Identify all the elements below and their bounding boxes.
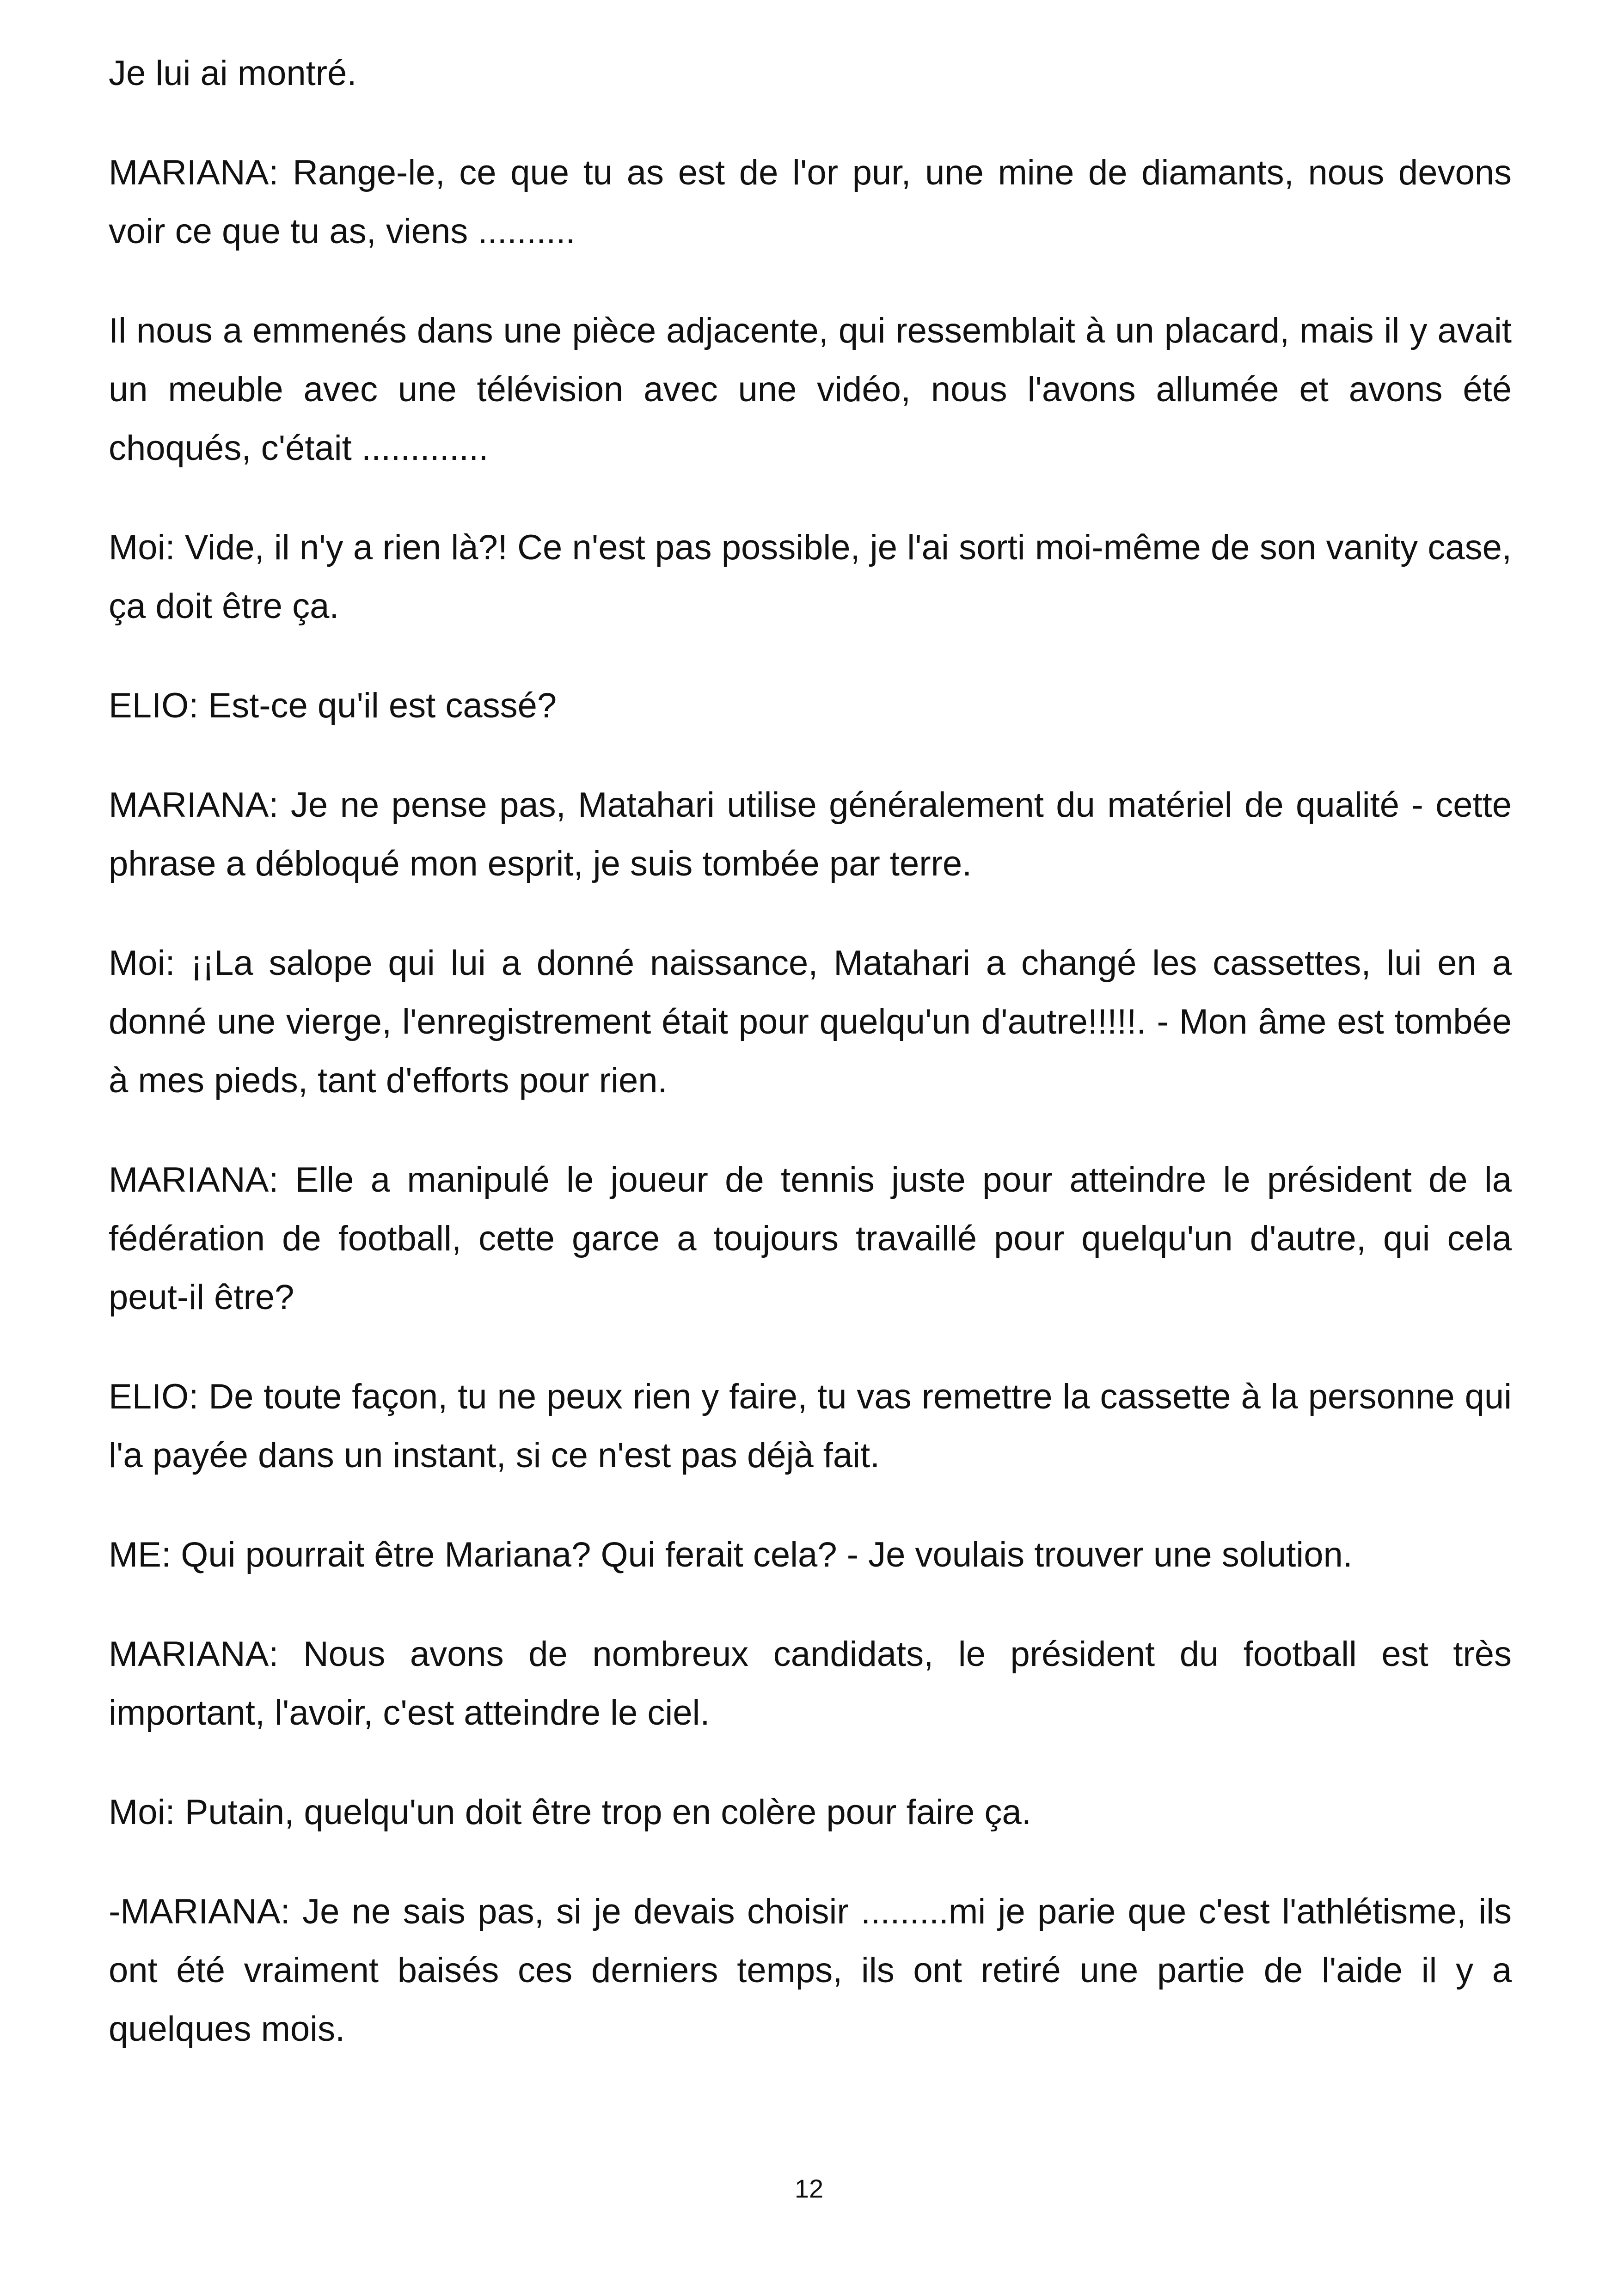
paragraph: Moi: Putain, quelqu'un doit être trop en colère pour faire ça. (109, 1793, 1031, 1832)
page-body (109, 44, 1512, 2099)
paragraph: -MARIANA: Je ne sais pas, si je devais choisir .........mi je parie que c'est l'athlétisme, ils ont été vraiment baisés ces derniers temps, ils ont retiré une partie de l'aide il y a quelques mois. (109, 1892, 1512, 2049)
paragraph: MARIANA: Je ne pense pas, Matahari utilise généralement du matériel de qualité - cette phrase a débloqué mon esprit, je suis tombée par terre. (109, 785, 1512, 883)
page-number: 12 (794, 2174, 824, 2203)
paragraph: ELIO: Est-ce qu'il est cassé? (109, 686, 557, 725)
paragraph: Je lui ai montré. (109, 54, 357, 93)
paragraph: ELIO: De toute façon, tu ne peux rien y faire, tu vas remettre la cassette à la personne qui l'a payée dans un instant, si ce n'est pas déjà fait. (109, 1377, 1512, 1475)
paragraph: ME: Qui pourrait être Mariana? Qui ferait cela? - Je voulais trouver une solution. (109, 1535, 1353, 1574)
paragraph: MARIANA: Nous avons de nombreux candidats, le président du football est très important, l'avoir, c'est atteindre le ciel. (109, 1635, 1512, 1733)
paragraph: Moi: ¡¡La salope qui lui a donné naissance, Matahari a changé les cassettes, lui en a donné une vierge, l'enregistrement était pour quelqu'un d'autre!!!!!. - Mon âme est tombée à mes pieds, tant d'efforts pour rien. (109, 943, 1512, 1100)
paragraph: Il nous a emmenés dans une pièce adjacente, qui ressemblait à un placard, mais il y avait un meuble avec une télévision avec une vidéo, nous l'avons allumée et avons été choqués, c'était ............. (109, 311, 1512, 468)
paragraph: MARIANA: Elle a manipulé le joueur de tennis juste pour atteindre le président de la fédération de football, cette garce a toujours travaillé pour quelqu'un d'autre, qui cela peut-il être? (109, 1160, 1512, 1317)
paragraph: MARIANA: Range-le, ce que tu as est de l'or pur, une mine de diamants, nous devons voir ce que tu as, viens .......... (109, 153, 1512, 251)
paragraph: Moi: Vide, il n'y a rien là?! Ce n'est pas possible, je l'ai sorti moi-même de son vanity case, ça doit être ça. (109, 528, 1512, 626)
